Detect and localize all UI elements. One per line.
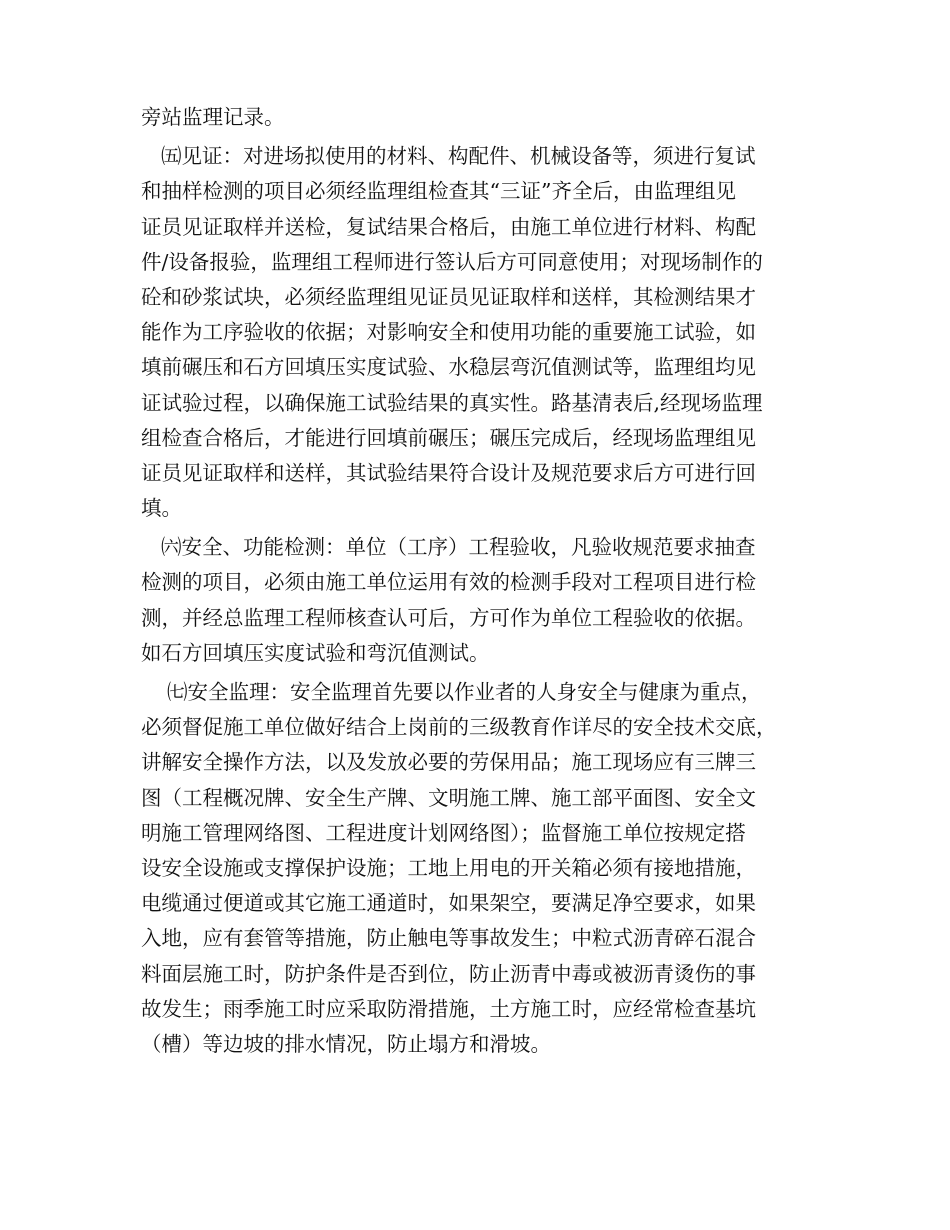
text-line: 料面层施工时，防护条件是否到位，防止沥青中毒或被沥青烫伤的事 [141,961,756,986]
text-line: 图（工程概况牌、安全生产牌、文明施工牌、施工部平面图、安全文 [141,785,756,810]
text-line: 证试验过程，以确保施工试验结果的真实性。路基清表后,经现场监理 [141,390,763,415]
text-line: ㈦安全监理：安全监理首先要以作业者的人身安全与健康为重点， [167,680,762,704]
text-line: 证员见证取样和送样，其试验结果符合设计及规范要求后方可进行回 [141,460,756,485]
text-line: 必须督促施工单位做好结合上岗前的三级教育作详尽的安全技术交底， [141,715,777,740]
text-line: （槽）等边坡的排水情况，防止塌方和滑坡。 [141,1031,551,1056]
text-line: 测，并经总监理工程师核查认可后，方可作为单位工程验收的依据。 [141,605,756,630]
paragraph-witness [141,139,831,526]
text-line: 明施工管理网络图、工程进度计划网络图）；监督施工单位按规定搭 [141,820,746,845]
text-line: 旁站监理记录。 [141,105,285,129]
text-line: 电缆通过便道或其它施工通道时，如果架空，要满足净空要求，如果 [141,891,756,916]
text-line: 设安全设施或支撑保护设施；工地上用电的开关箱必须有接地措施， [141,855,756,880]
text-line: 检测的项目，必须由施工单位运用有效的检测手段对工程项目进行检 [141,570,756,595]
text-line: 入地，应有套管等措施，防止触电等事故发生；中粒式沥青碎石混合 [141,926,756,951]
paragraph-safety-function-test [141,530,831,671]
text-line: 填。 [141,496,182,521]
text-line: 证员见证取样并送检，复试结果合格后，由施工单位进行材料、构配 [141,214,756,239]
paragraph-safety-supervision [141,675,831,1062]
text-line: ㈤见证：对进场拟使用的材料、构配件、机械设备等，须进行复试 [161,144,756,169]
text-line: 讲解安全操作方法，以及发放必要的劳保用品；施工现场应有三牌三 [141,750,756,775]
text-line: ㈥安全、功能检测：单位（工序）工程验收，凡验收规范要求抽查 [161,535,756,560]
text-line: 和抽样检测的项目必须经监理组检查其“三证”齐全后，由监理组见 [141,179,736,204]
paragraph-continuation [141,100,831,135]
text-line: 件/设备报验，监理组工程师进行签认后方可同意使用；对现场制作的 [141,249,763,274]
text-line: 填前碾压和石方回填压实度试验、水稳层弯沉值测试等，监理组均见 [141,355,756,380]
text-line: 如石方回填压实度试验和弯沉值测试。 [141,640,490,665]
text-line: 组检查合格后，才能进行回填前碾压；碾压完成后，经现场监理组见 [141,425,756,450]
document-page [141,100,831,1062]
text-line: 砼和砂浆试块，必须经监理组见证员见证取样和送样，其检测结果才 [141,284,756,309]
text-line: 故发生；雨季施工时应采取防滑措施，土方施工时，应经常检查基坑 [141,996,756,1021]
text-line: 能作为工序验收的依据；对影响安全和使用功能的重要施工试验，如 [141,320,756,345]
